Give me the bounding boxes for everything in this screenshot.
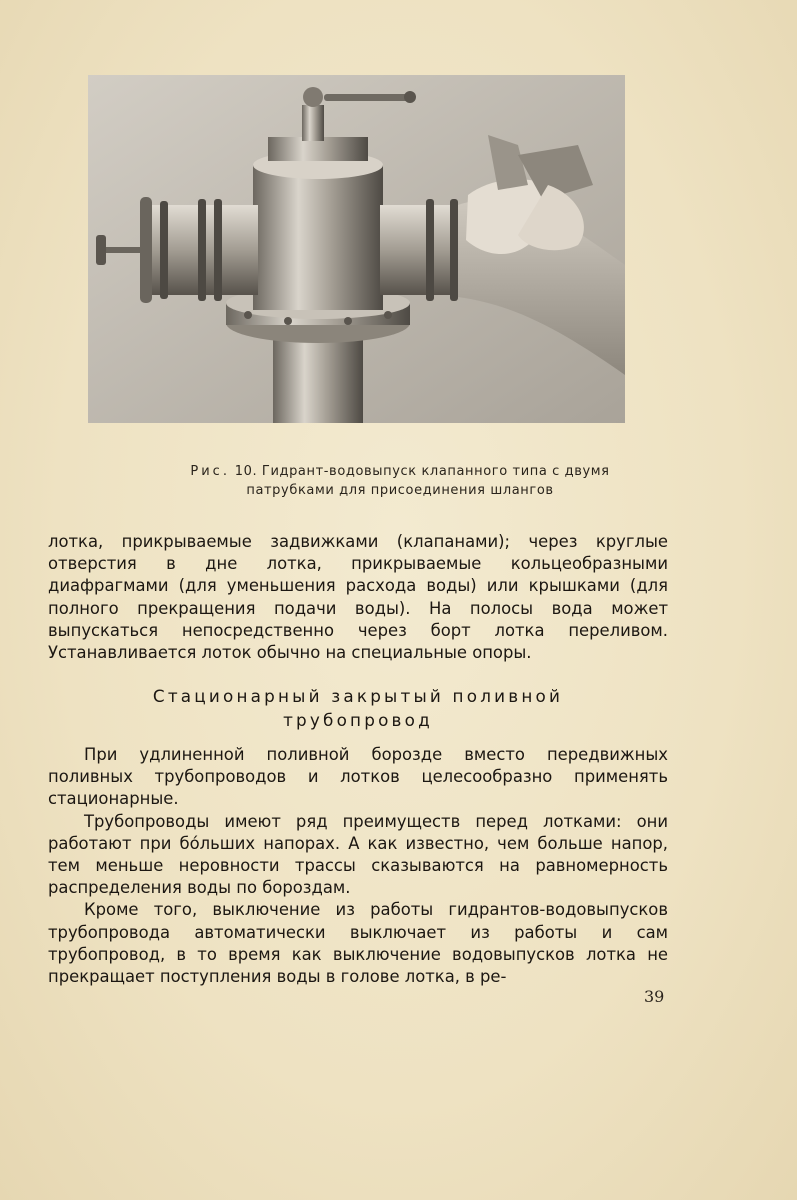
caption-label: Рис. <box>190 464 230 479</box>
paragraph: Трубопроводы имеют ряд преимуществ перед лотками: они работают при бо́льших напорах. А как известно, чем больше напор, тем меньше неровности трассы сказываются на равномерность распределения воды по бороздам. <box>48 811 668 898</box>
figure-caption <box>120 462 680 500</box>
caption-line-2: патрубками для присоединения шлангов <box>246 483 554 498</box>
section-heading-line-2: трубопровод <box>283 710 433 730</box>
section-body <box>48 744 668 988</box>
paragraph-top: лотка, прикрываемые задвижками (клапанами); через круглые отверстия в дне лотка, прикрываемые кольцеобразными диафрагмами (для уменьшения расхода воды) или крышками (для полного прекращения подачи воды). На полосы вода может выпускаться непосредственно через борт лотка переливом. Устанавливается лоток обычно на специальные опоры. <box>48 532 668 663</box>
hydrant-photo <box>88 75 625 423</box>
section-heading <box>48 684 668 732</box>
paragraph: При удлиненной поливной борозде вместо передвижных поливных трубопроводов и лотков целесообразно применять стационарные. <box>48 745 668 809</box>
caption-line-1: Рис. 10. Гидрант-водовыпуск клапанного типа с двумя <box>190 464 610 479</box>
paragraph: Кроме того, выключение из работы гидрантов-водовыпусков трубопровода автоматически выключает из работы и сам трубопровод, в то время как выключение водовыпусков лотка не прекращает поступления воды в голове лотка, в ре- <box>48 900 668 987</box>
page-number: 39 <box>644 987 665 1006</box>
section-heading-line-1: Стационарный закрытый поливной <box>152 686 564 706</box>
